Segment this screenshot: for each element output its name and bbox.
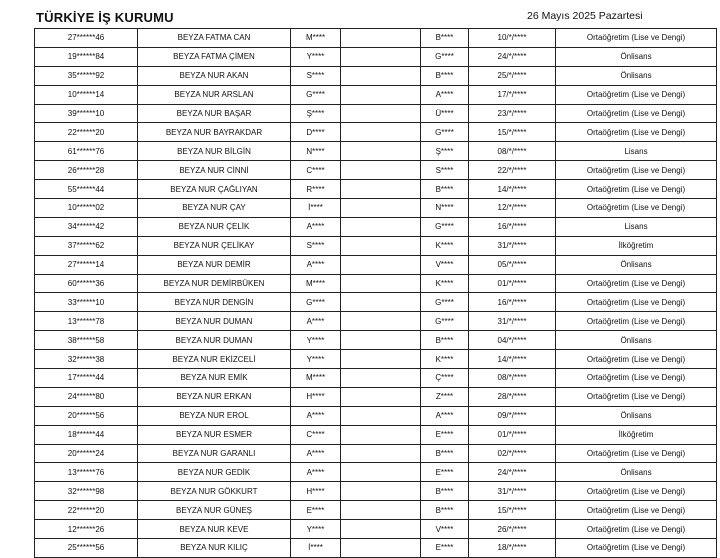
table-row bbox=[35, 255, 717, 274]
table-row bbox=[35, 387, 717, 406]
separator-cell bbox=[341, 331, 421, 350]
id-number-cell: 19******84 bbox=[35, 47, 138, 66]
full-name-cell: BEYZA NUR ÇAY bbox=[138, 199, 291, 218]
separator-cell bbox=[341, 387, 421, 406]
full-name-cell: BEYZA NUR ÇELİKAY bbox=[138, 236, 291, 255]
id-number-cell: 13******78 bbox=[35, 312, 138, 331]
id-number-cell: 24******80 bbox=[35, 387, 138, 406]
separator-cell bbox=[341, 406, 421, 425]
separator-cell bbox=[341, 217, 421, 236]
birth-date-cell: 18/*/**** bbox=[469, 539, 556, 558]
table-row bbox=[35, 539, 717, 558]
birth-date-cell: 16/*/**** bbox=[469, 217, 556, 236]
father-name-cell: A**** bbox=[291, 255, 341, 274]
full-name-cell: BEYZA NUR KEVE bbox=[138, 520, 291, 539]
full-name-cell: BEYZA FATMA CAN bbox=[138, 29, 291, 48]
mother-name-cell: B**** bbox=[421, 501, 469, 520]
id-number-cell: 12******26 bbox=[35, 520, 138, 539]
father-name-cell: C**** bbox=[291, 161, 341, 180]
education-cell: Ortaöğretim (Lise ve Dengi) bbox=[556, 312, 717, 331]
birth-date-cell: 08/*/**** bbox=[469, 142, 556, 161]
mother-name-cell: G**** bbox=[421, 47, 469, 66]
birth-date-cell: 22/*/**** bbox=[469, 161, 556, 180]
mother-name-cell: Ü**** bbox=[421, 104, 469, 123]
full-name-cell: BEYZA NUR BAŞAR bbox=[138, 104, 291, 123]
father-name-cell: G**** bbox=[291, 85, 341, 104]
id-number-cell: 10******14 bbox=[35, 85, 138, 104]
applicant-table bbox=[34, 28, 717, 558]
father-name-cell: A**** bbox=[291, 463, 341, 482]
mother-name-cell: K**** bbox=[421, 350, 469, 369]
table-row bbox=[35, 123, 717, 142]
father-name-cell: Y**** bbox=[291, 47, 341, 66]
education-cell: Lisans bbox=[556, 142, 717, 161]
id-number-cell: 34******42 bbox=[35, 217, 138, 236]
education-cell: Ortaöğretim (Lise ve Dengi) bbox=[556, 161, 717, 180]
table-row bbox=[35, 217, 717, 236]
full-name-cell: BEYZA NUR ARSLAN bbox=[138, 85, 291, 104]
table-row bbox=[35, 274, 717, 293]
father-name-cell: H**** bbox=[291, 387, 341, 406]
father-name-cell: Y**** bbox=[291, 331, 341, 350]
birth-date-cell: 31/*/**** bbox=[469, 482, 556, 501]
education-cell: Ortaöğretim (Lise ve Dengi) bbox=[556, 539, 717, 558]
full-name-cell: BEYZA NUR EKİZCELİ bbox=[138, 350, 291, 369]
education-cell: Ortaöğretim (Lise ve Dengi) bbox=[556, 350, 717, 369]
mother-name-cell: G**** bbox=[421, 312, 469, 331]
table-row bbox=[35, 142, 717, 161]
full-name-cell: BEYZA NUR ERKAN bbox=[138, 387, 291, 406]
mother-name-cell: S**** bbox=[421, 161, 469, 180]
education-cell: Önlisans bbox=[556, 463, 717, 482]
id-number-cell: 17******44 bbox=[35, 369, 138, 388]
mother-name-cell: B**** bbox=[421, 29, 469, 48]
full-name-cell: BEYZA NUR DEMİRBÜKEN bbox=[138, 274, 291, 293]
birth-date-cell: 14/*/**** bbox=[469, 180, 556, 199]
separator-cell bbox=[341, 444, 421, 463]
separator-cell bbox=[341, 274, 421, 293]
id-number-cell: 20******24 bbox=[35, 444, 138, 463]
separator-cell bbox=[341, 425, 421, 444]
birth-date-cell: 15/*/**** bbox=[469, 501, 556, 520]
father-name-cell: İ**** bbox=[291, 539, 341, 558]
separator-cell bbox=[341, 29, 421, 48]
father-name-cell: A**** bbox=[291, 444, 341, 463]
table-row bbox=[35, 406, 717, 425]
id-number-cell: 27******46 bbox=[35, 29, 138, 48]
separator-cell bbox=[341, 66, 421, 85]
mother-name-cell: B**** bbox=[421, 444, 469, 463]
full-name-cell: BEYZA NUR BİLGİN bbox=[138, 142, 291, 161]
father-name-cell: M**** bbox=[291, 369, 341, 388]
education-cell: Ortaöğretim (Lise ve Dengi) bbox=[556, 29, 717, 48]
mother-name-cell: V**** bbox=[421, 255, 469, 274]
full-name-cell: BEYZA NUR ÇAĞLIYAN bbox=[138, 180, 291, 199]
table-row bbox=[35, 199, 717, 218]
mother-name-cell: E**** bbox=[421, 425, 469, 444]
education-cell: Ortaöğretim (Lise ve Dengi) bbox=[556, 482, 717, 501]
father-name-cell: R**** bbox=[291, 180, 341, 199]
id-number-cell: 60******36 bbox=[35, 274, 138, 293]
birth-date-cell: 31/*/**** bbox=[469, 312, 556, 331]
full-name-cell: BEYZA NUR CİNNİ bbox=[138, 161, 291, 180]
birth-date-cell: 09/*/**** bbox=[469, 406, 556, 425]
education-cell: Ortaöğretim (Lise ve Dengi) bbox=[556, 180, 717, 199]
table-row bbox=[35, 350, 717, 369]
table-row bbox=[35, 463, 717, 482]
full-name-cell: BEYZA NUR GARANLI bbox=[138, 444, 291, 463]
separator-cell bbox=[341, 161, 421, 180]
birth-date-cell: 17/*/**** bbox=[469, 85, 556, 104]
education-cell: Ortaöğretim (Lise ve Dengi) bbox=[556, 369, 717, 388]
education-cell: Önlisans bbox=[556, 331, 717, 350]
mother-name-cell: B**** bbox=[421, 482, 469, 501]
separator-cell bbox=[341, 255, 421, 274]
id-number-cell: 27******14 bbox=[35, 255, 138, 274]
table-row bbox=[35, 161, 717, 180]
father-name-cell: İ**** bbox=[291, 199, 341, 218]
organization-title: TÜRKİYE İŞ KURUMU bbox=[36, 10, 174, 25]
education-cell: Ortaöğretim (Lise ve Dengi) bbox=[556, 123, 717, 142]
education-cell: Ortaöğretim (Lise ve Dengi) bbox=[556, 444, 717, 463]
mother-name-cell: N**** bbox=[421, 199, 469, 218]
separator-cell bbox=[341, 123, 421, 142]
full-name-cell: BEYZA NUR GEDİK bbox=[138, 463, 291, 482]
father-name-cell: E**** bbox=[291, 501, 341, 520]
full-name-cell: BEYZA NUR GÜNEŞ bbox=[138, 501, 291, 520]
education-cell: Önlisans bbox=[556, 255, 717, 274]
id-number-cell: 20******56 bbox=[35, 406, 138, 425]
education-cell: Önlisans bbox=[556, 47, 717, 66]
birth-date-cell: 31/*/**** bbox=[469, 236, 556, 255]
mother-name-cell: Ş**** bbox=[421, 142, 469, 161]
id-number-cell: 37******62 bbox=[35, 236, 138, 255]
table-row bbox=[35, 444, 717, 463]
separator-cell bbox=[341, 482, 421, 501]
birth-date-cell: 12/*/**** bbox=[469, 199, 556, 218]
education-cell: Ortaöğretim (Lise ve Dengi) bbox=[556, 199, 717, 218]
father-name-cell: S**** bbox=[291, 236, 341, 255]
table-row bbox=[35, 425, 717, 444]
separator-cell bbox=[341, 312, 421, 331]
table-row bbox=[35, 29, 717, 48]
separator-cell bbox=[341, 463, 421, 482]
table-row bbox=[35, 180, 717, 199]
separator-cell bbox=[341, 520, 421, 539]
birth-date-cell: 05/*/**** bbox=[469, 255, 556, 274]
id-number-cell: 55******44 bbox=[35, 180, 138, 199]
education-cell: Ortaöğretim (Lise ve Dengi) bbox=[556, 274, 717, 293]
birth-date-cell: 14/*/**** bbox=[469, 350, 556, 369]
father-name-cell: D**** bbox=[291, 123, 341, 142]
mother-name-cell: B**** bbox=[421, 331, 469, 350]
table-row bbox=[35, 312, 717, 331]
mother-name-cell: A**** bbox=[421, 406, 469, 425]
father-name-cell: Ş**** bbox=[291, 104, 341, 123]
father-name-cell: A**** bbox=[291, 312, 341, 331]
separator-cell bbox=[341, 104, 421, 123]
separator-cell bbox=[341, 142, 421, 161]
education-cell: Ortaöğretim (Lise ve Dengi) bbox=[556, 501, 717, 520]
education-cell: İlköğretim bbox=[556, 425, 717, 444]
table-row bbox=[35, 520, 717, 539]
document-date: 26 Mayıs 2025 Pazartesi bbox=[527, 10, 643, 22]
id-number-cell: 22******20 bbox=[35, 501, 138, 520]
mother-name-cell: K**** bbox=[421, 236, 469, 255]
table-row bbox=[35, 293, 717, 312]
full-name-cell: BEYZA NUR DEMİR bbox=[138, 255, 291, 274]
id-number-cell: 39******10 bbox=[35, 104, 138, 123]
birth-date-cell: 28/*/**** bbox=[469, 387, 556, 406]
birth-date-cell: 16/*/**** bbox=[469, 293, 556, 312]
birth-date-cell: 23/*/**** bbox=[469, 104, 556, 123]
birth-date-cell: 26/*/**** bbox=[469, 520, 556, 539]
birth-date-cell: 01/*/**** bbox=[469, 425, 556, 444]
mother-name-cell: Ç**** bbox=[421, 369, 469, 388]
full-name-cell: BEYZA NUR EROL bbox=[138, 406, 291, 425]
id-number-cell: 35******92 bbox=[35, 66, 138, 85]
separator-cell bbox=[341, 236, 421, 255]
applicant-table-body bbox=[35, 29, 717, 558]
birth-date-cell: 24/*/**** bbox=[469, 47, 556, 66]
mother-name-cell: G**** bbox=[421, 217, 469, 236]
father-name-cell: A**** bbox=[291, 217, 341, 236]
table-row bbox=[35, 482, 717, 501]
full-name-cell: BEYZA NUR DENGİN bbox=[138, 293, 291, 312]
father-name-cell: M**** bbox=[291, 274, 341, 293]
father-name-cell: Y**** bbox=[291, 520, 341, 539]
id-number-cell: 25******56 bbox=[35, 539, 138, 558]
father-name-cell: A**** bbox=[291, 406, 341, 425]
education-cell: Ortaöğretim (Lise ve Dengi) bbox=[556, 520, 717, 539]
separator-cell bbox=[341, 293, 421, 312]
birth-date-cell: 01/*/**** bbox=[469, 274, 556, 293]
father-name-cell: Y**** bbox=[291, 350, 341, 369]
mother-name-cell: E**** bbox=[421, 463, 469, 482]
separator-cell bbox=[341, 47, 421, 66]
id-number-cell: 61******76 bbox=[35, 142, 138, 161]
mother-name-cell: E**** bbox=[421, 539, 469, 558]
father-name-cell: N**** bbox=[291, 142, 341, 161]
education-cell: Lisans bbox=[556, 217, 717, 236]
mother-name-cell: K**** bbox=[421, 274, 469, 293]
education-cell: Ortaöğretim (Lise ve Dengi) bbox=[556, 104, 717, 123]
table-row bbox=[35, 104, 717, 123]
father-name-cell: C**** bbox=[291, 425, 341, 444]
full-name-cell: BEYZA NUR KILIÇ bbox=[138, 539, 291, 558]
full-name-cell: BEYZA NUR ESMER bbox=[138, 425, 291, 444]
table-row bbox=[35, 85, 717, 104]
id-number-cell: 18******44 bbox=[35, 425, 138, 444]
table-row bbox=[35, 501, 717, 520]
full-name-cell: BEYZA NUR DUMAN bbox=[138, 312, 291, 331]
education-cell: Ortaöğretim (Lise ve Dengi) bbox=[556, 387, 717, 406]
separator-cell bbox=[341, 539, 421, 558]
id-number-cell: 38******58 bbox=[35, 331, 138, 350]
id-number-cell: 10******02 bbox=[35, 199, 138, 218]
id-number-cell: 32******98 bbox=[35, 482, 138, 501]
birth-date-cell: 25/*/**** bbox=[469, 66, 556, 85]
father-name-cell: M**** bbox=[291, 29, 341, 48]
mother-name-cell: Z**** bbox=[421, 387, 469, 406]
full-name-cell: BEYZA NUR BAYRAKDAR bbox=[138, 123, 291, 142]
separator-cell bbox=[341, 501, 421, 520]
mother-name-cell: B**** bbox=[421, 66, 469, 85]
separator-cell bbox=[341, 180, 421, 199]
full-name-cell: BEYZA FATMA ÇİMEN bbox=[138, 47, 291, 66]
full-name-cell: BEYZA NUR EMİK bbox=[138, 369, 291, 388]
birth-date-cell: 15/*/**** bbox=[469, 123, 556, 142]
education-cell: Ortaöğretim (Lise ve Dengi) bbox=[556, 293, 717, 312]
birth-date-cell: 24/*/**** bbox=[469, 463, 556, 482]
birth-date-cell: 02/*/**** bbox=[469, 444, 556, 463]
education-cell: Önlisans bbox=[556, 406, 717, 425]
education-cell: Önlisans bbox=[556, 66, 717, 85]
mother-name-cell: V**** bbox=[421, 520, 469, 539]
education-cell: Ortaöğretim (Lise ve Dengi) bbox=[556, 85, 717, 104]
table-row bbox=[35, 66, 717, 85]
separator-cell bbox=[341, 369, 421, 388]
mother-name-cell: A**** bbox=[421, 85, 469, 104]
father-name-cell: S**** bbox=[291, 66, 341, 85]
birth-date-cell: 10/*/**** bbox=[469, 29, 556, 48]
mother-name-cell: B**** bbox=[421, 180, 469, 199]
birth-date-cell: 08/*/**** bbox=[469, 369, 556, 388]
id-number-cell: 13******76 bbox=[35, 463, 138, 482]
separator-cell bbox=[341, 199, 421, 218]
full-name-cell: BEYZA NUR AKAN bbox=[138, 66, 291, 85]
table-row bbox=[35, 331, 717, 350]
full-name-cell: BEYZA NUR ÇELİK bbox=[138, 217, 291, 236]
father-name-cell: G**** bbox=[291, 293, 341, 312]
id-number-cell: 33******10 bbox=[35, 293, 138, 312]
father-name-cell: H**** bbox=[291, 482, 341, 501]
full-name-cell: BEYZA NUR GÖKKURT bbox=[138, 482, 291, 501]
table-row bbox=[35, 369, 717, 388]
mother-name-cell: G**** bbox=[421, 123, 469, 142]
separator-cell bbox=[341, 85, 421, 104]
full-name-cell: BEYZA NUR DUMAN bbox=[138, 331, 291, 350]
id-number-cell: 22******20 bbox=[35, 123, 138, 142]
separator-cell bbox=[341, 350, 421, 369]
education-cell: İlköğretim bbox=[556, 236, 717, 255]
id-number-cell: 26******28 bbox=[35, 161, 138, 180]
table-row bbox=[35, 236, 717, 255]
id-number-cell: 32******38 bbox=[35, 350, 138, 369]
mother-name-cell: G**** bbox=[421, 293, 469, 312]
birth-date-cell: 04/*/**** bbox=[469, 331, 556, 350]
table-row bbox=[35, 47, 717, 66]
page-header bbox=[0, 0, 720, 28]
